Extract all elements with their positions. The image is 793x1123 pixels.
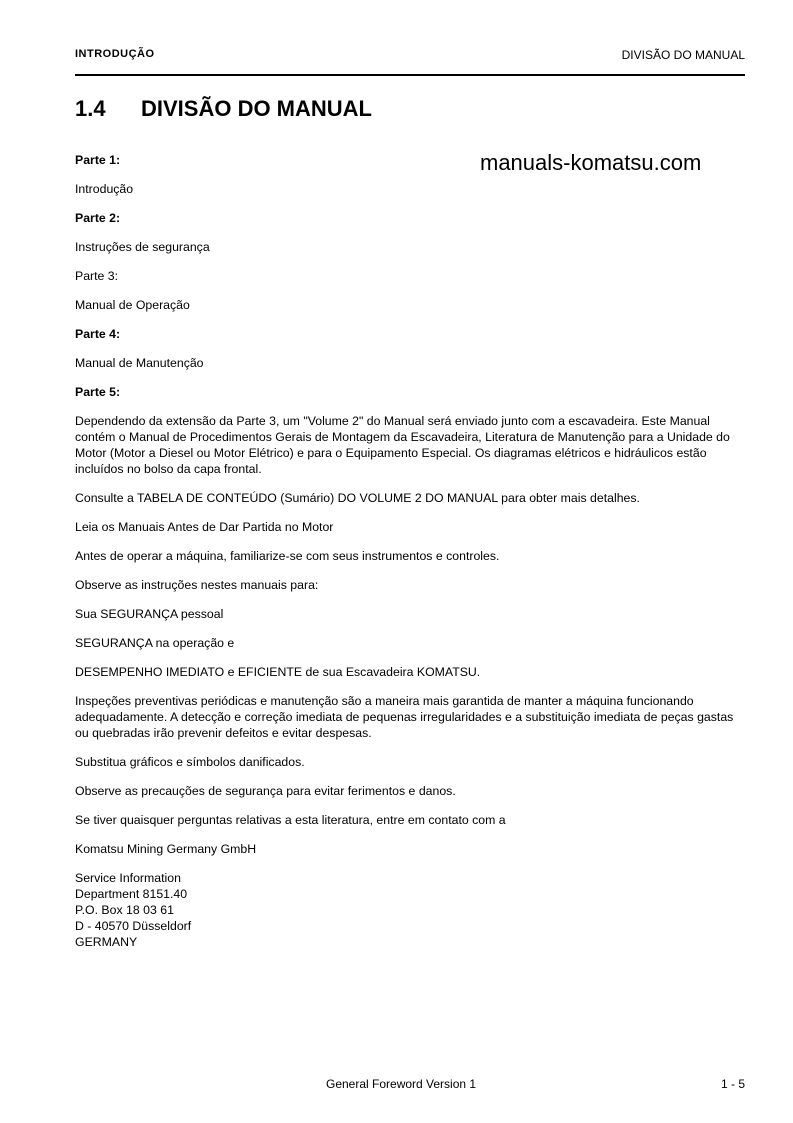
paragraph: Leia os Manuais Antes de Dar Partida no Motor (75, 520, 334, 534)
paragraph: Observe as instruções nestes manuais para: (75, 578, 319, 592)
page-title (75, 96, 372, 122)
section-number: 1.4 (75, 96, 106, 121)
paragraph: Komatsu Mining Germany GmbH (75, 842, 257, 856)
part-text: Manual de Manutenção (75, 356, 204, 370)
address-line: P.O. Box 18 03 61 (75, 903, 174, 917)
paragraph: Inspeções preventivas periódicas e manutenção são a maneira mais garantida de manter a máquina funcionando adequadamente. A detecção e correção imediata de pequenas irregularidades e a substituição imediata de peças gastas ou quebradas irão prevenir defeitos e evitar despesas. (75, 694, 734, 740)
part-label: Parte 3: (75, 269, 119, 283)
address-line: Service Information (75, 871, 181, 885)
paragraph: Antes de operar a máquina, familiarize-se com seus instrumentos e controles. (75, 549, 500, 563)
paragraph: Consulte a TABELA DE CONTEÚDO (Sumário) DO VOLUME 2 DO MANUAL para obter mais detalhes. (75, 491, 640, 505)
paragraph: Se tiver quaisquer perguntas relativas a esta literatura, entre em contato com a (75, 813, 506, 827)
paragraph: SEGURANÇA na operação e (75, 636, 235, 650)
address-block (75, 870, 747, 950)
address-line: Department 8151.40 (75, 887, 188, 901)
body-content (75, 152, 747, 950)
paragraph: Dependendo da extensão da Parte 3, um "Volume 2" do Manual será enviado junto com a escavadeira. Este Manual contém o Manual de Procedimentos Gerais de Montagem da Escavadeira, Literatura de Manutenção para a Unidade do Motor (Motor a Diesel ou Motor Elétrico) e para o Equipamento Especial. Os diagramas elétricos e hidráulicos estão incluídos no bolso da capa frontal. (75, 414, 730, 476)
address-line: D - 40570 Düsseldorf (75, 919, 192, 933)
watermark: manuals-komatsu.com (480, 150, 702, 175)
header-rule (75, 74, 745, 76)
part-label: Parte 2: (75, 211, 121, 225)
part-text: Instruções de segurança (75, 240, 210, 254)
paragraph: Substitua gráficos e símbolos danificados. (75, 755, 305, 769)
part-label: Parte 1: (75, 153, 121, 167)
footer-text: General Foreword Version 1 (326, 1077, 477, 1091)
paragraph: Observe as precauções de segurança para evitar ferimentos e danos. (75, 784, 456, 798)
part-text: Manual de Operação (75, 298, 190, 312)
header-title: DIVISÃO DO MANUAL (621, 48, 745, 62)
part-label: Parte 5: (75, 385, 121, 399)
part-text: Introdução (75, 182, 134, 196)
section-title: DIVISÃO DO MANUAL (141, 96, 372, 121)
header-section: INTRODUÇÃO (75, 48, 155, 60)
address-line: GERMANY (75, 935, 138, 949)
page-number: 1 - 5 (720, 1077, 745, 1091)
paragraph: DESEMPENHO IMEDIATO e EFICIENTE de sua Escavadeira KOMATSU. (75, 665, 481, 679)
part-label: Parte 4: (75, 327, 121, 341)
paragraph: Sua SEGURANÇA pessoal (75, 607, 224, 621)
